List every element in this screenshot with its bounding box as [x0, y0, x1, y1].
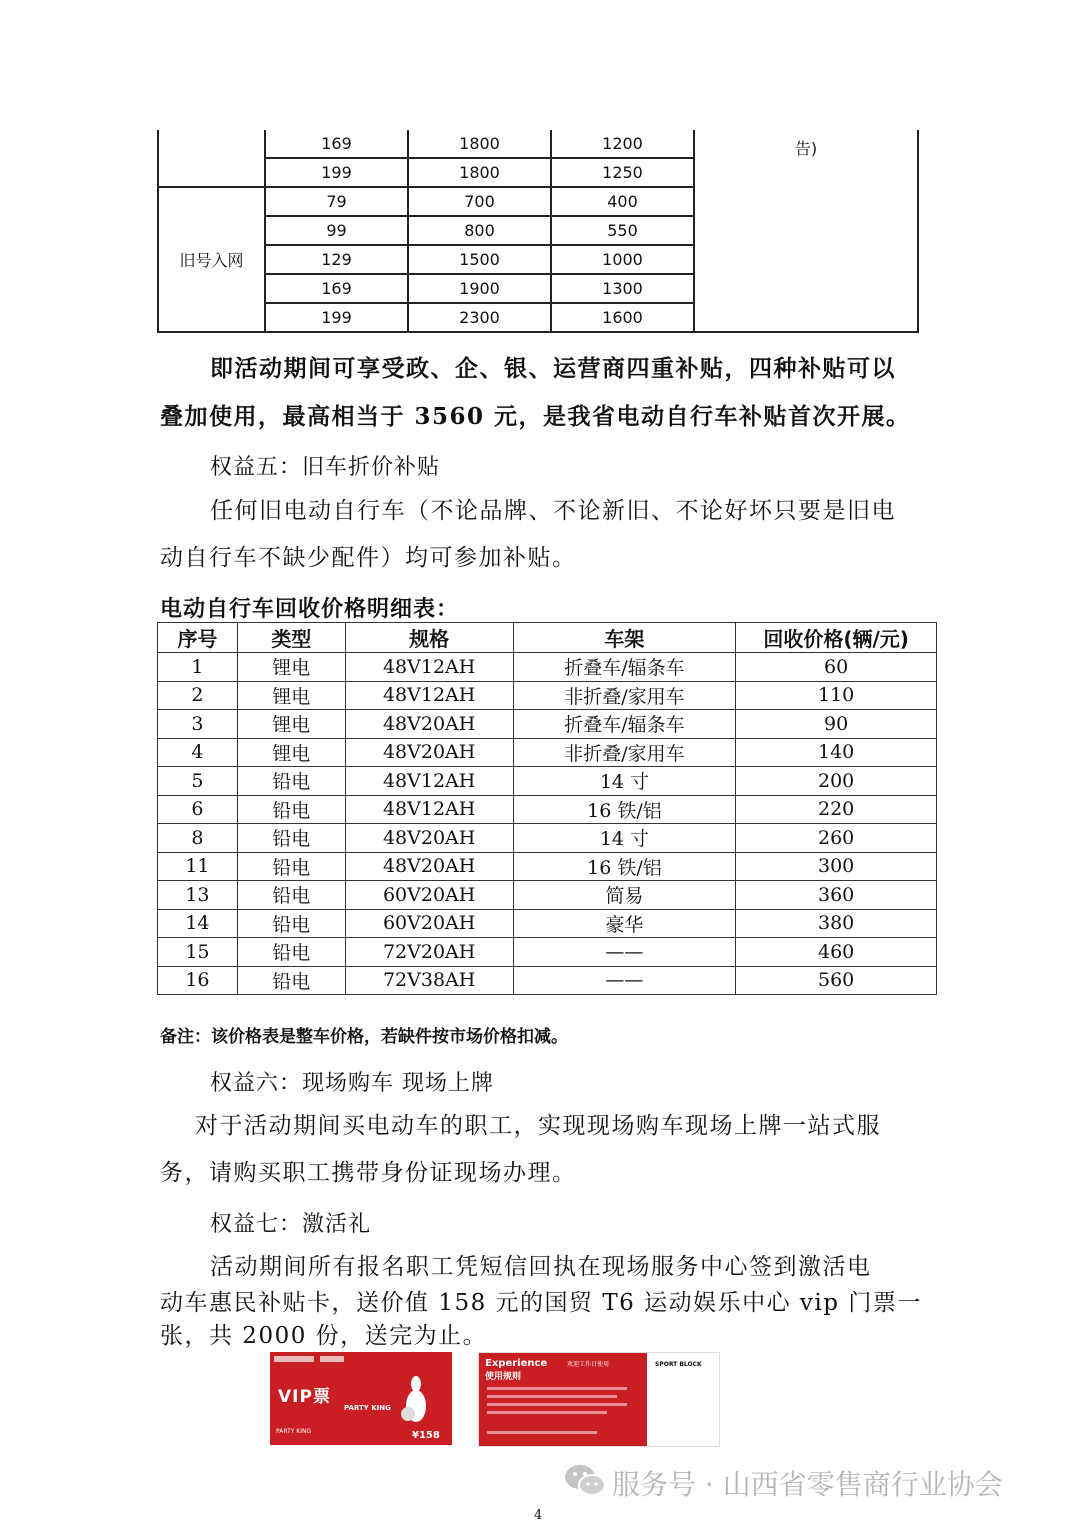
paragraph-line: 动车惠民补贴卡，送价值 158 元的国贸 T6 运动娱乐中心 vip 门票一: [160, 1290, 922, 1316]
table-cell: 169: [265, 274, 408, 303]
table-cell: 非折叠/家用车: [513, 738, 736, 767]
ticket-logo: [274, 1356, 314, 1362]
table-row: [158, 881, 937, 910]
bowling-pin-icon: [398, 1374, 434, 1424]
table-cell: 4: [158, 738, 238, 767]
ticket-brand-small: PARTY KING: [276, 1428, 312, 1435]
table-cell: 300: [736, 852, 937, 881]
paragraph-line: 动自行车不缺少配件）均可参加补贴。: [160, 545, 577, 571]
table-cell: 铅电: [237, 795, 345, 824]
watermark-text: 服务号 · 山西省零售商行业协会: [612, 1468, 1003, 1501]
section-heading: 权益七：激活礼: [210, 1212, 372, 1237]
table-row: [158, 681, 937, 710]
table-cell: 3: [158, 710, 238, 739]
wechat-icon: [563, 1462, 607, 1500]
section-heading: 权益六：现场购车 现场上牌: [210, 1071, 494, 1096]
table-cell: 铅电: [237, 824, 345, 853]
table-cell: 48V20AH: [345, 852, 513, 881]
group-label-old-number: 旧号入网: [158, 187, 265, 332]
table-cell: 铅电: [237, 881, 345, 910]
table-cell: 非折叠/家用车: [513, 681, 736, 710]
table-cell: 16 铁/铝: [513, 852, 736, 881]
table-row: [158, 938, 937, 967]
table-cell: 48V20AH: [345, 824, 513, 853]
header-index: 序号: [158, 623, 238, 653]
table-cell: 1800: [408, 158, 551, 187]
table-row: [158, 909, 937, 938]
table-cell: 豪华: [513, 909, 736, 938]
rule-line: [487, 1395, 617, 1398]
ticket-price: ¥158: [412, 1430, 440, 1441]
paragraph-line: 张，共 2000 份，送完为止。: [160, 1323, 488, 1349]
ticket-back-title: Experience: [485, 1358, 548, 1369]
table-cell: 129: [265, 245, 408, 274]
table-row: [158, 710, 937, 739]
table-cell: 折叠车/辐条车: [513, 710, 736, 739]
table-cell: 700: [408, 187, 551, 216]
sport-block-logo: SPORT BLOCK: [655, 1361, 702, 1368]
table-cell: 铅电: [237, 767, 345, 796]
paragraph-line: 务，请购买职工携带身份证现场办理。: [160, 1160, 577, 1186]
table-cell: 11: [158, 852, 238, 881]
table-cell: 铅电: [237, 909, 345, 938]
table-cell: 锂电: [237, 710, 345, 739]
header-frame: 车架: [513, 623, 736, 653]
table-row: [158, 795, 937, 824]
table-cell: 1300: [551, 274, 694, 303]
table-cell: 1000: [551, 245, 694, 274]
table-cell: 550: [551, 216, 694, 245]
table-row: [158, 738, 937, 767]
table-cell: ——: [513, 938, 736, 967]
paragraph-line: 活动期间所有报名职工凭短信回执在现场服务中心签到激活电: [210, 1254, 872, 1280]
table-note: 备注：该价格表是整车价格，若缺件按市场价格扣减。: [160, 1027, 568, 1047]
ticket-back-subtitle: 使用规则: [485, 1372, 522, 1382]
recycle-price-table: [157, 622, 937, 995]
table-cell: 48V12AH: [345, 653, 513, 682]
table-cell: 1500: [408, 245, 551, 274]
table-cell: 169: [265, 130, 408, 158]
table-header-row: [158, 623, 937, 653]
table-cell: 8: [158, 824, 238, 853]
table-cell: 48V12AH: [345, 681, 513, 710]
paragraph-line: 对于活动期间买电动车的职工，实现现场购车现场上牌一站式服: [195, 1113, 881, 1139]
table-cell: 1800: [408, 130, 551, 158]
table-cell: 14 寸: [513, 824, 736, 853]
table-cell: 72V20AH: [345, 938, 513, 967]
table-cell: 199: [265, 158, 408, 187]
table-cell: 1250: [551, 158, 694, 187]
table-cell: 60V20AH: [345, 909, 513, 938]
table-cell: 1900: [408, 274, 551, 303]
rule-line: [487, 1411, 607, 1414]
ticket-back-header: 欢迎工作日使用: [567, 1361, 610, 1368]
table-cell: 200: [736, 767, 937, 796]
ticket-brand: PARTY KING: [344, 1404, 391, 1412]
page-number: 4: [534, 1508, 543, 1523]
table-cell: 560: [736, 966, 937, 995]
table-cell: 48V20AH: [345, 710, 513, 739]
section-heading: 权益五：旧车折价补贴: [210, 455, 441, 480]
table-cell: 220: [736, 795, 937, 824]
table-row: [158, 767, 937, 796]
table-cell: 锂电: [237, 653, 345, 682]
table-cell: 5: [158, 767, 238, 796]
vip-ticket-back-image: [478, 1352, 720, 1447]
table-cell: 锂电: [237, 738, 345, 767]
table-row: [158, 966, 937, 995]
table-cell: 1600: [551, 303, 694, 332]
paragraph-line: 叠加使用，最高相当于 3560 元，是我省电动自行车补贴首次开展。: [160, 403, 911, 430]
table-cell: 48V20AH: [345, 738, 513, 767]
table-cell: 199: [265, 303, 408, 332]
vip-label: VIP票: [278, 1387, 331, 1407]
subsidy-table: [157, 130, 919, 333]
table-cell: 800: [408, 216, 551, 245]
table-cell: 380: [736, 909, 937, 938]
table-row: [158, 852, 937, 881]
paragraph-line: 任何旧电动自行车（不论品牌、不论新旧、不论好坏只要是旧电: [210, 498, 896, 524]
rule-line: [487, 1403, 627, 1406]
header-spec: 规格: [345, 623, 513, 653]
table-cell: 6: [158, 795, 238, 824]
note-text: 告): [794, 139, 818, 158]
table-cell: 16: [158, 966, 238, 995]
table-cell: 1: [158, 653, 238, 682]
rule-line: [487, 1387, 627, 1390]
ticket-logo-2: [320, 1356, 344, 1362]
table-cell: 360: [736, 881, 937, 910]
vip-ticket-front-image: [270, 1352, 452, 1445]
table-cell: 260: [736, 824, 937, 853]
rule-line: [487, 1431, 597, 1434]
table-cell: 2300: [408, 303, 551, 332]
table-cell: ——: [513, 966, 736, 995]
table-cell: 15: [158, 938, 238, 967]
table-cell: 79: [265, 187, 408, 216]
table-row: [158, 653, 937, 682]
table-cell: 16 铁/铝: [513, 795, 736, 824]
table-cell: 140: [736, 738, 937, 767]
table-cell: 110: [736, 681, 937, 710]
table-row: [158, 824, 937, 853]
table-cell: 铅电: [237, 938, 345, 967]
table-cell: 48V12AH: [345, 795, 513, 824]
table-cell: 简易: [513, 881, 736, 910]
header-type: 类型: [237, 623, 345, 653]
table-cell: 60V20AH: [345, 881, 513, 910]
table-cell: 72V38AH: [345, 966, 513, 995]
table-cell: 60: [736, 653, 937, 682]
table-cell: 14: [158, 909, 238, 938]
table-caption: 电动自行车回收价格明细表：: [160, 597, 460, 622]
table-cell: 2: [158, 681, 238, 710]
table-cell: 14 寸: [513, 767, 736, 796]
table-cell: 折叠车/辐条车: [513, 653, 736, 682]
header-price: 回收价格(辆/元): [736, 623, 937, 653]
table-cell: 99: [265, 216, 408, 245]
note-cell: [694, 130, 918, 332]
table-cell: 1200: [551, 130, 694, 158]
table-cell: 460: [736, 938, 937, 967]
paragraph-line: 即活动期间可享受政、企、银、运营商四重补贴，四种补贴可以: [210, 355, 896, 382]
table-cell: 13: [158, 881, 238, 910]
table-cell: 锂电: [237, 681, 345, 710]
table-cell: 400: [551, 187, 694, 216]
table-cell: 48V12AH: [345, 767, 513, 796]
table-cell: 90: [736, 710, 937, 739]
table-cell: 铅电: [237, 966, 345, 995]
table-cell: 铅电: [237, 852, 345, 881]
subsidy-group-cell-blank: [158, 130, 265, 187]
